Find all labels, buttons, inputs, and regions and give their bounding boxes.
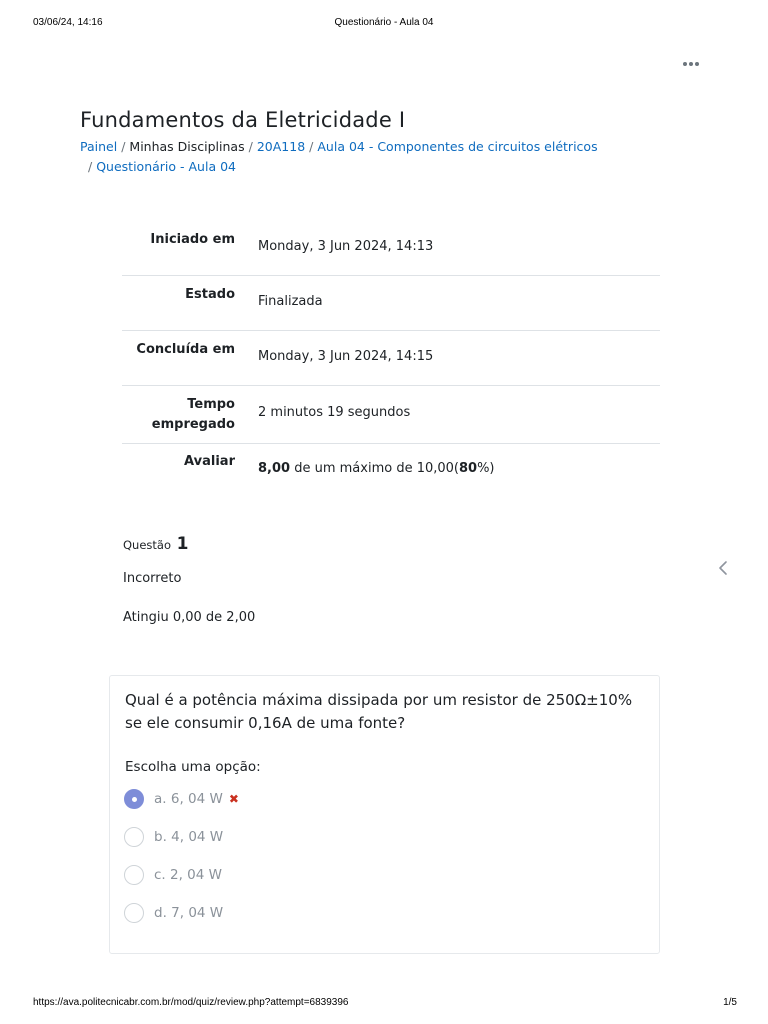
print-footer (0, 997, 768, 1011)
print-page-number: 1/5 (723, 997, 737, 1008)
grade-percent-suffix: %) (477, 461, 495, 476)
time-label-line2: empregado (151, 417, 235, 432)
grade-label: Avaliar (184, 454, 235, 469)
radio-option-d[interactable] (124, 903, 144, 923)
radio-option-c[interactable] (124, 865, 144, 885)
completed-value: Monday, 3 Jun 2024, 14:15 (258, 349, 434, 364)
grade-value (243, 444, 660, 494)
time-value: 2 minutos 19 segundos (258, 405, 411, 420)
print-doc-title: Questionário - Aula 04 (334, 17, 434, 28)
summary-row-started (122, 221, 660, 276)
grade-max-text: de um máximo de 10,00( (290, 461, 459, 476)
breadcrumb-course-code[interactable]: 20A118 (256, 139, 306, 154)
breadcrumb-separator: / (88, 158, 93, 174)
question-number-value: 1 (176, 534, 189, 554)
state-label: Estado (185, 287, 235, 302)
answer-prompt: Escolha uma opção: (125, 759, 261, 775)
incorrect-icon: ✖ (228, 792, 239, 806)
breadcrumb (80, 137, 640, 176)
breadcrumb-minhas-disciplinas: Minhas Disciplinas (129, 139, 245, 154)
breadcrumb-painel[interactable]: Painel (80, 139, 118, 154)
question-grade: Atingiu 0,00 de 2,00 (123, 610, 256, 625)
print-datetime: 03/06/24, 14:16 (33, 17, 103, 28)
summary-row-completed (122, 331, 660, 386)
completed-label: Concluída em (136, 342, 235, 357)
more-horizontal-icon[interactable] (680, 56, 702, 72)
state-value: Finalizada (258, 294, 323, 309)
answer-option-a[interactable] (124, 789, 624, 827)
breadcrumb-separator: / (121, 139, 126, 154)
grade-score: 8,00 (258, 461, 291, 476)
started-label: Iniciado em (150, 232, 235, 247)
answer-option-c[interactable] (124, 865, 624, 903)
question-state: Incorreto (123, 571, 182, 586)
summary-row-state (122, 276, 660, 331)
question-text: Qual é a potência máxima dissipada por um resistor de 250Ω±10% se ele consumir 0,16A de uma fonte? (125, 691, 633, 732)
breadcrumb-separator: / (248, 139, 253, 154)
answer-options (124, 789, 624, 941)
time-label (122, 386, 243, 443)
breadcrumb-separator: / (309, 139, 314, 154)
breadcrumb-quiz[interactable]: Questionário - Aula 04 (96, 158, 236, 174)
radio-option-b[interactable] (124, 827, 144, 847)
answer-option-d[interactable] (124, 903, 624, 941)
option-label-d[interactable]: d. 7, 04 W (154, 905, 224, 921)
grade-percent: 80 (458, 461, 478, 476)
print-header (0, 17, 768, 31)
question-info (123, 532, 423, 625)
summary-row-grade (122, 444, 660, 494)
time-label-line1: Tempo (187, 397, 235, 412)
attempt-summary (122, 221, 660, 494)
breadcrumb-lesson[interactable]: Aula 04 - Componentes de circuitos elétricos (317, 139, 598, 154)
question-label: Questão (123, 538, 171, 552)
page-title: Fundamentos da Eletricidade I (80, 108, 406, 132)
started-value: Monday, 3 Jun 2024, 14:13 (258, 239, 434, 254)
option-label-b[interactable]: b. 4, 04 W (154, 829, 224, 845)
print-url: https://ava.politecnicabr.com.br/mod/quiz/review.php?attempt=6839396 (33, 997, 349, 1008)
answer-option-b[interactable] (124, 827, 624, 865)
summary-row-time (122, 386, 660, 444)
radio-option-a[interactable] (124, 789, 144, 809)
question-number (123, 532, 423, 557)
question-content-box (109, 675, 660, 954)
option-label-c[interactable]: c. 2, 04 W (154, 867, 222, 883)
chevron-left-icon[interactable] (716, 559, 730, 577)
option-label-a[interactable]: a. 6, 04 W (154, 791, 223, 807)
